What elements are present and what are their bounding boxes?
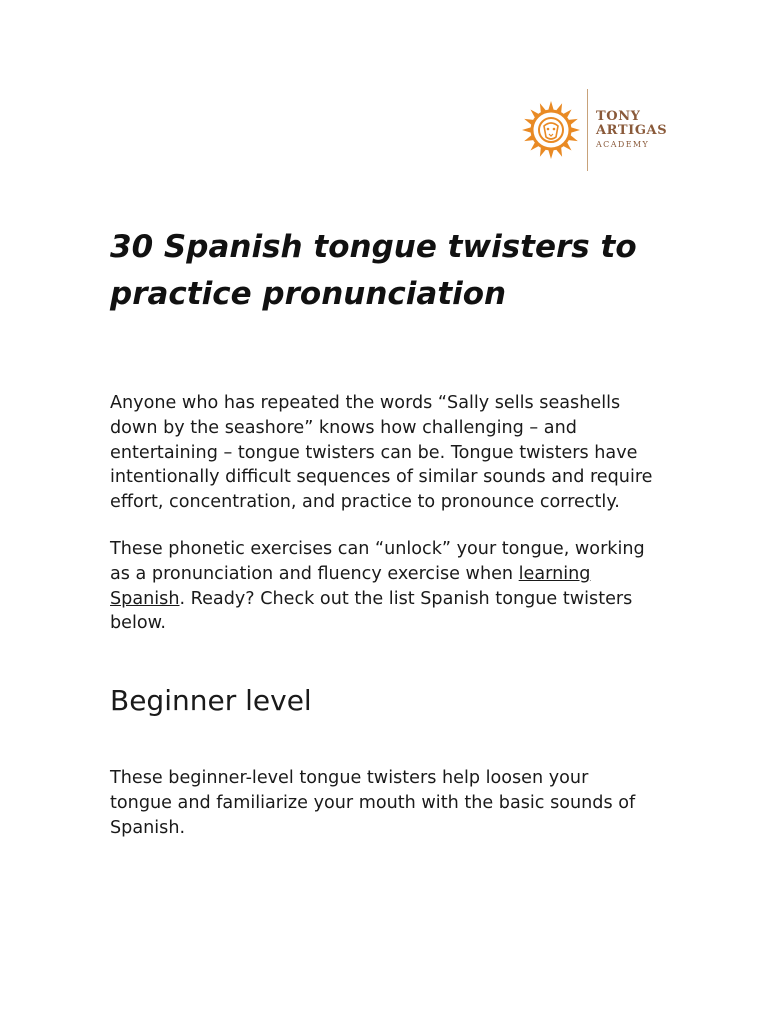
beginner-paragraph: These beginner-level tongue twisters help loosen your tongue and familiarize your mouth with the basic sounds of Spanish.: [110, 768, 636, 838]
logo-line-artigas: ARTIGAS: [596, 123, 668, 138]
second-paragraph: [110, 537, 655, 636]
article-title: 30 Spanish tongue twisters to practice pronunciation: [110, 229, 637, 312]
second-paragraph-end: . Ready? Check out the list Spanish tongue twisters below.: [110, 588, 633, 634]
logo-line-academy: ACADEMY: [596, 140, 650, 149]
beginner-level-heading: Beginner level: [110, 684, 312, 718]
second-paragraph-start: These phonetic exercises can “unlock” your tongue, working as a pronunciation and fluency exercise when: [110, 538, 645, 584]
learning-spanish-link[interactable]: learning Spanish: [110, 563, 591, 609]
article-body: [110, 224, 655, 841]
logo-divider: [587, 89, 588, 171]
logo-wordmark: [596, 110, 667, 150]
intro-paragraph: Anyone who has repeated the words “Sally sells seashells down by the seashore” knows how challenging – and entertaining – tongue twisters can be. Tongue twisters have intentionally difficult sequences of similar sounds and require effort, concentration, and practice to pronounce correctly.: [110, 393, 653, 513]
logo-line-tony: TONY: [596, 109, 641, 124]
lion-emblem-icon: [521, 100, 581, 160]
academy-logo: [521, 86, 689, 174]
